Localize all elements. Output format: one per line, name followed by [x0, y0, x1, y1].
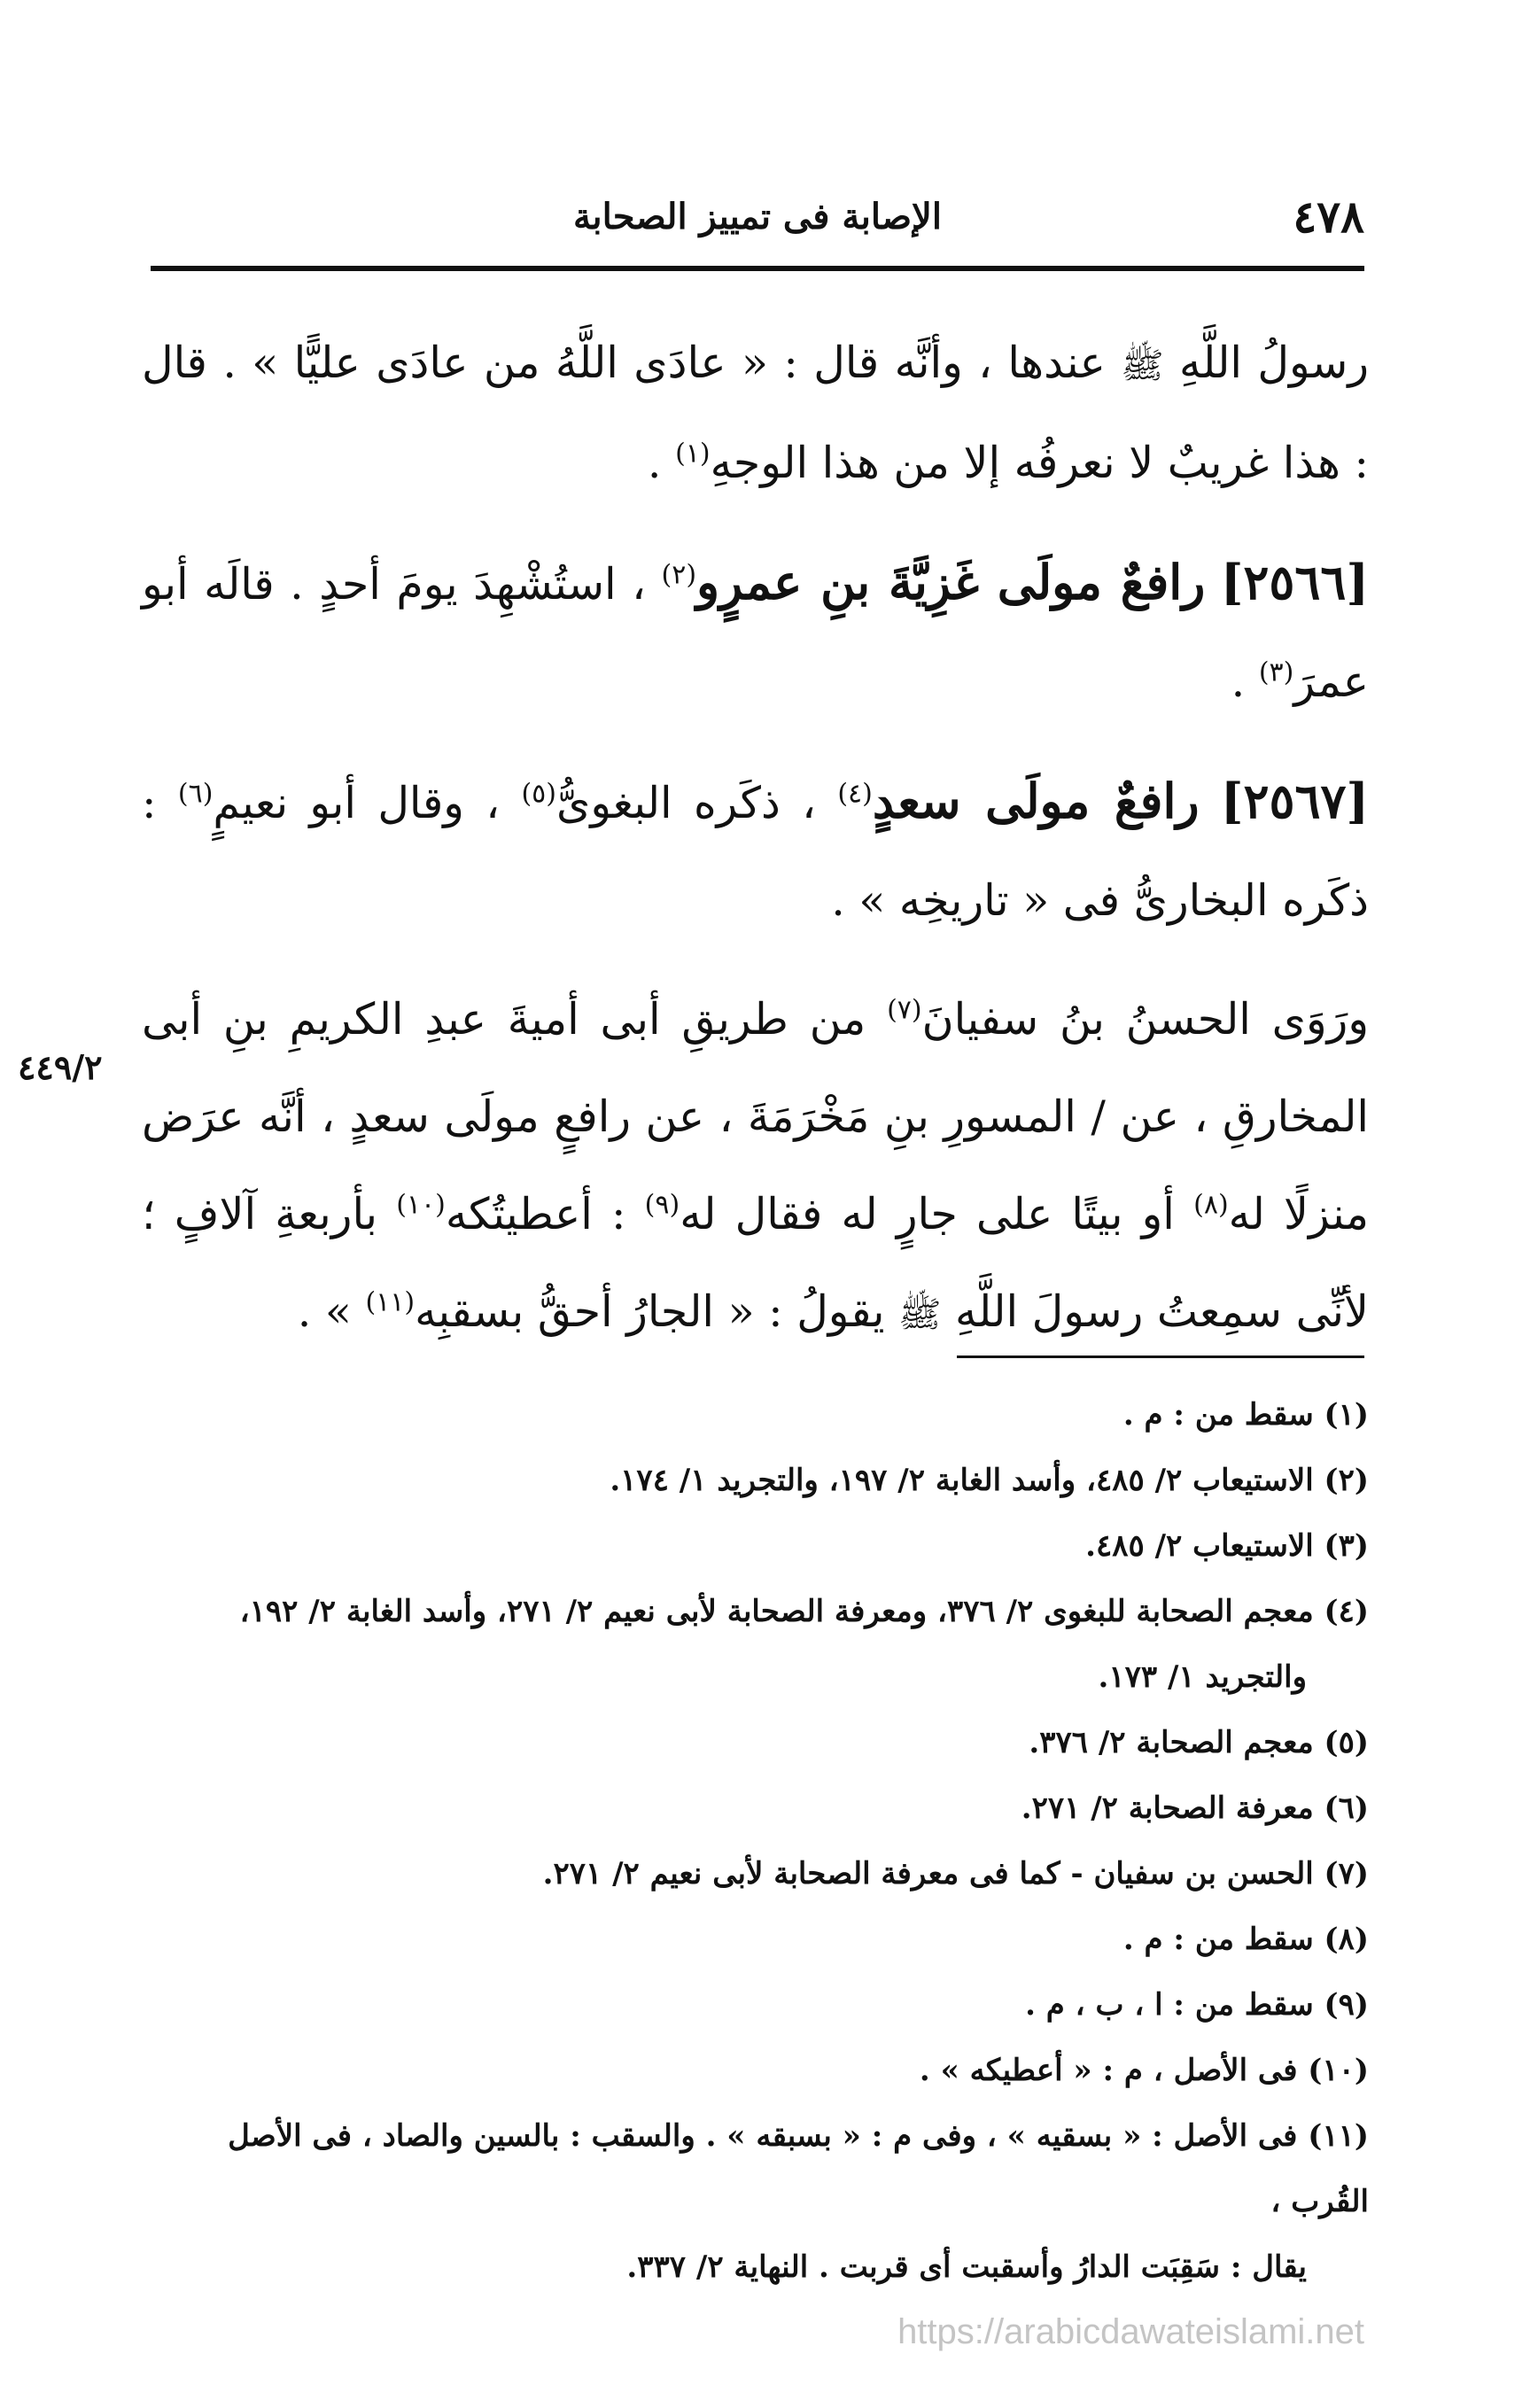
text-run: ، وقال أبو نعيمٍ — [213, 778, 501, 828]
text-run: رسولُ اللَّهِ — [1178, 338, 1370, 388]
margin-volume-page-ref: ٤٤٩/٢ — [18, 1047, 103, 1087]
footnote-ref[interactable]: (٨) — [1193, 1189, 1229, 1221]
footnotes — [151, 1382, 1369, 2300]
footnote-text: (٨) سقط من : م . — [1122, 1922, 1369, 1957]
footnote-8 — [151, 1907, 1369, 1972]
footnote-6 — [151, 1775, 1369, 1841]
text-run: يقولُ : « الجارُ أحقُّ بسقبِه — [415, 1286, 885, 1337]
text-run: : ذكَره البخارىُّ فى « تاريخِه » . — [142, 778, 1369, 926]
text-run: أو بيتًا على جارٍ له فقال له — [680, 1189, 1175, 1239]
entry-number: [٢٥٦٧] — [1220, 773, 1370, 829]
footnote-text: (٧) الحسن بن سفيان - كما فى معرفة الصحابة لأبى نعيم ٢/ ٢٧١. — [542, 1856, 1369, 1891]
text-run: . — [1231, 656, 1246, 707]
text-run: من طريقِ أبى أميةَ عبدِ الكريمِ بنِ أبى المخارقِ ، عن / المسورِ بنِ مَخْرَمَةَ ، عن رافعٍ مولَى سعدٍ ، أنَّه عرَض منزلًا له — [142, 994, 1370, 1239]
footnote-10 — [151, 2038, 1369, 2103]
text-run: عندها ، وأنَّه قال : « عادَى اللَّهُ من عادَى عليًّا » . قال : هذا غريبٌ لا نعرفُه إلا من هذا الوجهِ — [142, 338, 1369, 488]
footnote-continuation: والتجريد ١/ ١٧٣. — [1098, 1659, 1307, 1695]
book-title: الإصابة فى تمييز الصحابة — [573, 196, 942, 237]
text-run: ، استُشْهِدَ يومَ أحدٍ . قالَه أبو عمرَ — [142, 559, 1369, 707]
footnote-4 — [151, 1579, 1369, 1710]
text-run: » . — [297, 1286, 352, 1337]
footnote-2 — [151, 1448, 1369, 1513]
footnote-3 — [151, 1513, 1369, 1579]
text-run: ، ذكَره البغوىُّ — [556, 778, 816, 828]
entry-number: [٢٥٦٦] — [1220, 554, 1369, 610]
footnote-1 — [151, 1382, 1369, 1448]
footnote-9 — [151, 1972, 1369, 2038]
footnote-text: (٦) معرفة الصحابة ٢/ ٢٧١. — [1021, 1790, 1369, 1826]
footnote-text: (١) سقط من : م . — [1122, 1397, 1369, 1433]
entry-name: رافعٌ مولَى غَزِيَّةَ بنِ عمرٍو — [696, 554, 1206, 610]
page-header — [151, 190, 1364, 252]
page-number: ٤٧٨ — [1293, 190, 1364, 243]
footnote-7 — [151, 1841, 1369, 1907]
footnote-ref[interactable]: (٩) — [644, 1189, 680, 1221]
footnote-ref[interactable]: (١١) — [365, 1286, 416, 1318]
footnote-ref[interactable]: (٢) — [661, 559, 697, 591]
footnote-text: (٢) الاستيعاب ٢/ ٤٨٥، وأسد الغابة ٢/ ١٩٧، والتجريد ١/ ١٧٤. — [610, 1463, 1369, 1498]
footnote-text: (١١) فى الأصل : « بسقيه » ، وفى م : « بسبقه » . والسقب : بالسين والصاد ، فى الأصل القُرب ، — [228, 2118, 1369, 2219]
footnote-ref[interactable]: (٧) — [887, 994, 922, 1026]
text-run: : أعطيتُكه — [445, 1189, 626, 1239]
honorific-symbol: ﷺ — [898, 1294, 942, 1335]
footnote-text: (٣) الاستيعاب ٢/ ٤٨٥. — [1085, 1528, 1369, 1564]
footnote-5 — [151, 1710, 1369, 1775]
text-run: . — [647, 438, 662, 488]
entry-name: رافعٌ مولَى سعدٍ — [872, 773, 1200, 829]
footnote-ref[interactable]: (٥) — [521, 778, 556, 810]
footnote-text: (٥) معجم الصحابة ٢/ ٣٧٦. — [1029, 1725, 1369, 1760]
footnote-ref[interactable]: (١) — [675, 438, 711, 470]
footnote-11 — [151, 2103, 1369, 2300]
entry-2567 — [142, 752, 1369, 950]
footnote-text: (٩) سقط من : ا ، ب ، م . — [1025, 1987, 1369, 2023]
header-divider — [151, 266, 1364, 271]
footnote-ref[interactable]: (٣) — [1258, 656, 1294, 688]
text-run: بأربعةِ آلافٍ ؛ لأنِّى سمِعتُ رسولَ اللَّهِ — [142, 1189, 1369, 1337]
entry-2566 — [142, 533, 1369, 731]
text-run: ورَوَى الحسنُ بنُ سفيانَ — [921, 994, 1369, 1045]
footnote-continuation: يقال : سَقِبَت الدارُ وأسقبت أى قربت . النهاية ٢/ ٣٣٧. — [626, 2249, 1307, 2285]
watermark-url: https://arabicdawateislami.net — [897, 2312, 1364, 2351]
footnote-divider — [957, 1355, 1364, 1358]
footnote-text: (١٠) فى الأصل ، م : « أعطيكه » . — [919, 2053, 1369, 2088]
honorific-symbol: ﷺ — [1121, 346, 1164, 386]
footnote-ref[interactable]: (١٠) — [396, 1189, 446, 1221]
footnote-ref[interactable]: (٤) — [837, 778, 873, 810]
paragraph-1 — [142, 315, 1369, 512]
footnote-text: (٤) معجم الصحابة للبغوى ٢/ ٣٧٦، ومعرفة الصحابة لأبى نعيم ٢/ ٢٧١، وأسد الغابة ٢/ ١٩٢، — [239, 1594, 1369, 1629]
footnote-ref[interactable]: (٦) — [177, 778, 214, 810]
main-text — [142, 315, 1369, 1385]
paragraph-4 — [142, 971, 1369, 1363]
